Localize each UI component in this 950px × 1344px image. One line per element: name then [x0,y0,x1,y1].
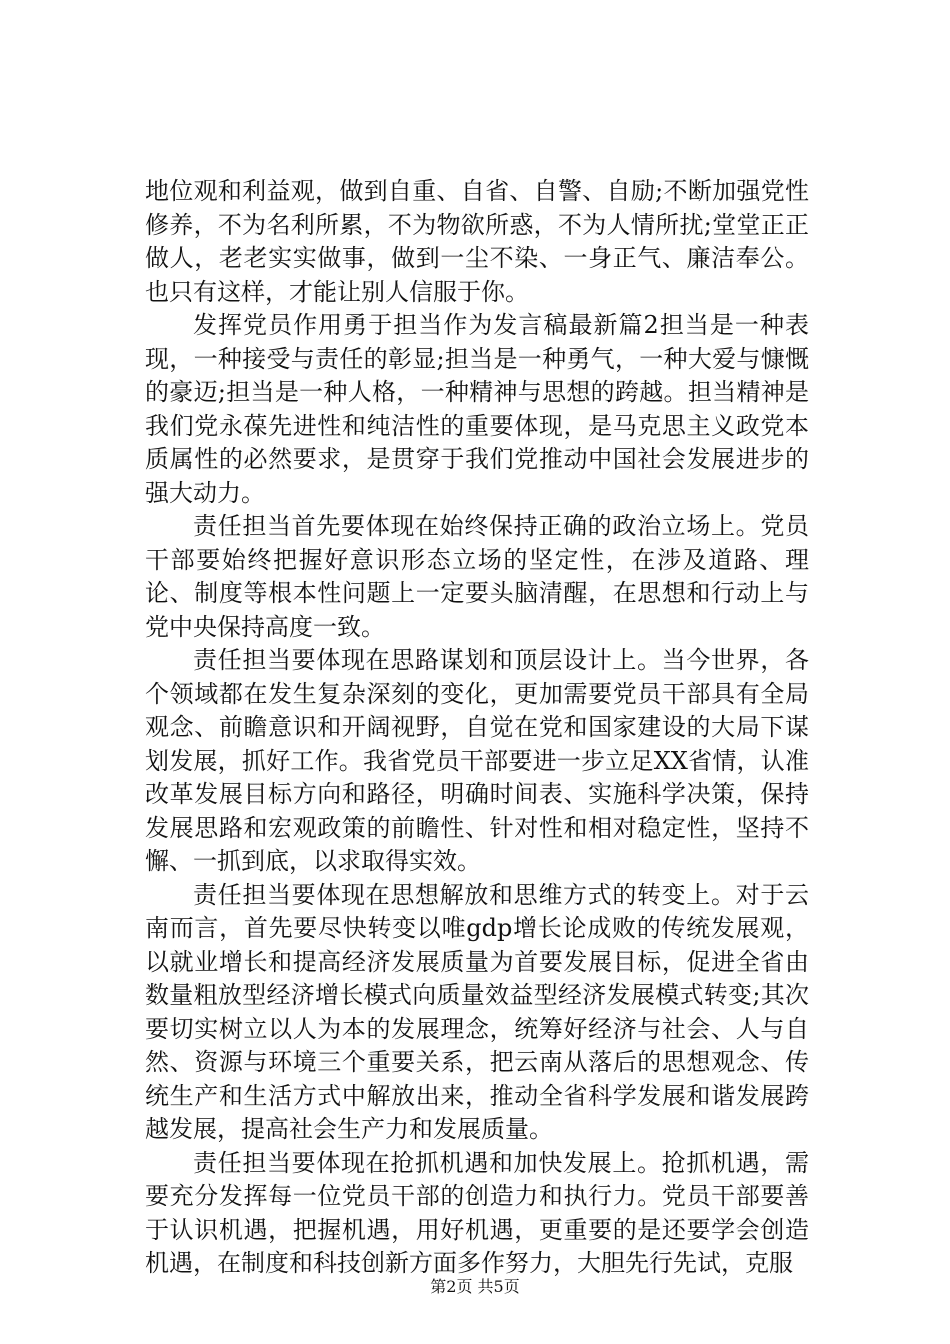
page-footer [0,1276,950,1298]
paragraph-6: 责任担当要体现在抢抓机遇和加快发展上。抢抓机遇，需要充分发挥每一位党员干部的创造力和执行力。党员干部要善于认识机遇，把握机遇，用好机遇，更重要的是还要学会创造机遇，在制度和科技创新方面多作努力，大胆先行先试，克服 [145,1148,809,1277]
paragraph-5: 责任担当要体现在思想解放和思维方式的转变上。对于云南而言，首先要尽快转变以唯gdp增长论成败的传统发展观，以就业增长和提高经济发展质量为首要发展目标，促进全省由数量粗放型经济增长模式向质量效益型经济发展模式转变;其次要切实树立以人为本的发展理念，统筹好经济与社会、人与自然、资源与环境三个重要关系，把云南从落后的思想观念、传统生产和生活方式中解放出来，推动全省科学发展和谐发展跨越发展，提高社会生产力和发展质量。 [145,880,809,1143]
paragraph-3: 责任担当首先要体现在始终保持正确的政治立场上。党员干部要始终把握好意识形态立场的坚定性，在涉及道路、理论、制度等根本性问题上一定要头脑清醒，在思想和行动上与党中央保持高度一致。 [145,512,809,641]
paragraph-1: 地位观和利益观，做到自重、自省、自警、自励;不断加强党性修养，不为名利所累，不为物欲所惑，不为人情所扰;堂堂正正做人，老老实实做事，做到一尘不染、一身正气、廉洁奉公。也只有这样，才能让别人信服于你。 [145,177,809,306]
document-body [145,175,809,1281]
paragraph-2: 发挥党员作用勇于担当作为发言稿最新篇2担当是一种表现，一种接受与责任的彰显;担当是一种勇气，一种大爱与慷慨的豪迈;担当是一种人格，一种精神与思想的跨越。担当精神是我们党永葆先进性和纯洁性的重要体现，是马克思主义政党本质属性的必然要求，是贯穿于我们党推动中国社会发展进步的强大动力。 [145,311,809,507]
page-number-label: 第2页 共5页 [430,1277,520,1296]
paragraph-4: 责任担当要体现在思路谋划和顶层设计上。当今世界，各个领域都在发生复杂深刻的变化，更加需要党员干部具有全局观念、前瞻意识和开阔视野，自觉在党和国家建设的大局下谋划发展，抓好工作。我省党员干部要进一步立足XX省情，认准改革发展目标方向和路径，明确时间表、实施科学决策，保持发展思路和宏观政策的前瞻性、针对性和相对稳定性，坚持不懈、一抓到底，以求取得实效。 [145,646,809,875]
